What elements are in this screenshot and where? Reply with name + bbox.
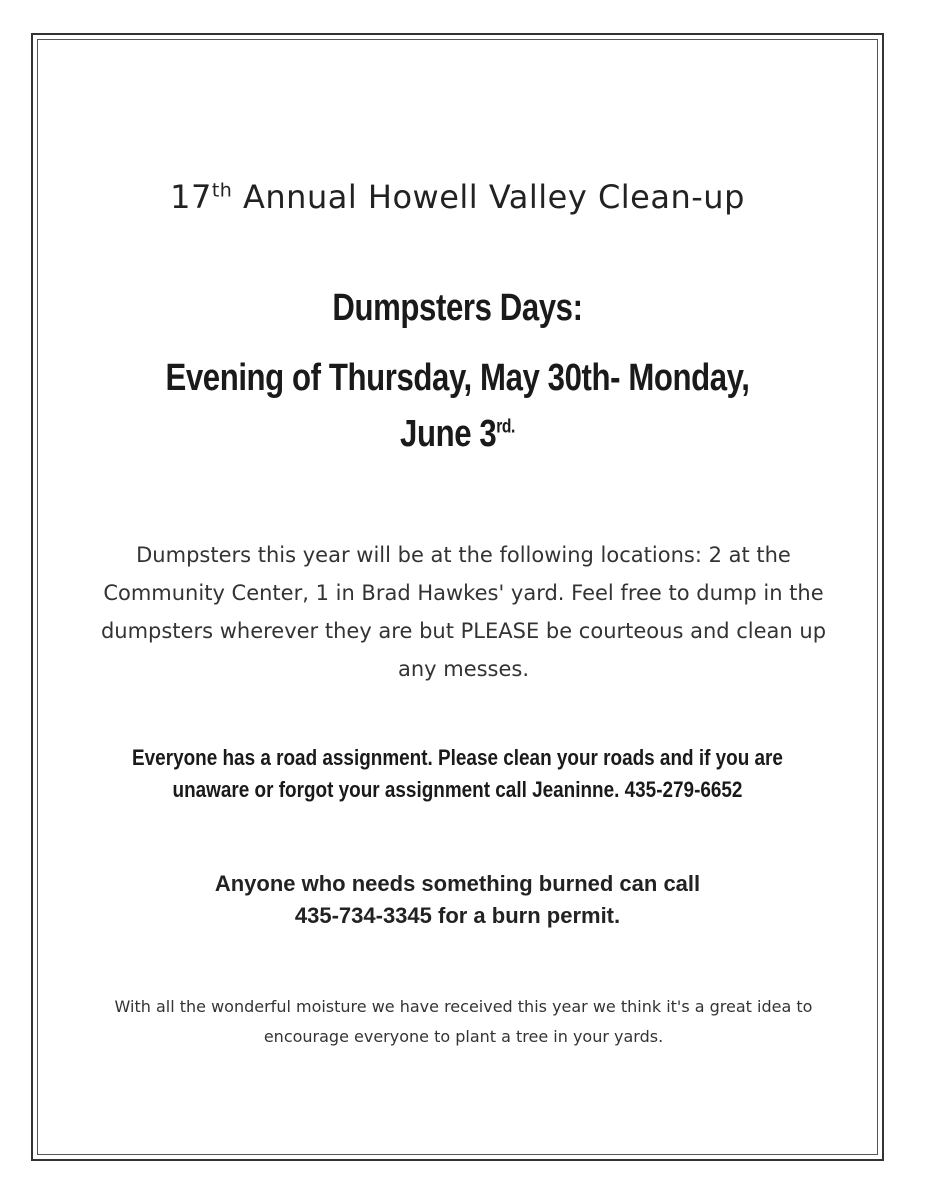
burn-permit-paragraph [120, 868, 795, 932]
plant-tree-paragraph: With all the wonderful moisture we have received this year we think it's a great idea to encourage everyone to plant a tree in your yards. [114, 997, 813, 1046]
dates-line-1: Evening of Thursday, May 30th- Monday, [165, 357, 750, 399]
burn-line-1: Anyone who needs something burned can call [214, 871, 701, 896]
dates-june: June 3 [400, 413, 497, 455]
burn-line-2: 435-734-3345 for a burn permit. [294, 903, 621, 928]
title-number: 17 [170, 178, 212, 216]
dates-line-2 [99, 406, 817, 462]
dates-superscript: rd. [496, 416, 515, 438]
flyer-title [60, 178, 855, 216]
dumpster-days-heading: Dumpsters Days: [332, 287, 583, 329]
title-superscript: th [211, 179, 233, 202]
roads-line-1: Everyone has a road assignment. Please clean your roads and if you are [132, 745, 783, 770]
road-assignment-paragraph [98, 742, 816, 806]
dumpster-locations-paragraph: Dumpsters this year will be at the following locations: 2 at the Community Center, 1 in Brad Hawkes' yard. Feel free to dump in the dumpsters wherever they are but PLEASE be courteous and clean up any messes. [100, 543, 827, 681]
title-text: Annual Howell Valley Clean-up [232, 178, 745, 216]
dumpster-dates-heading [99, 350, 817, 462]
roads-line-2: unaware or forgot your assignment call Jeaninne. 435-279-6652 [172, 777, 743, 802]
